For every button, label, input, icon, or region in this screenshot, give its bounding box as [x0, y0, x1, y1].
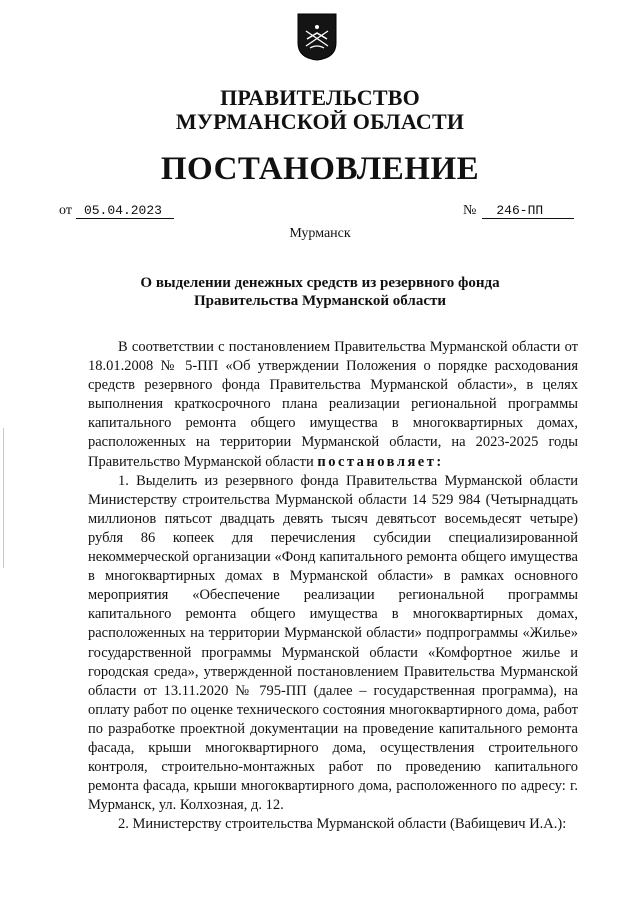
coat-of-arms-icon	[297, 13, 337, 61]
subject-line1: О выделении денежных средств из резервного фонда	[140, 275, 500, 291]
document-subject	[0, 274, 640, 310]
subject-line2: Правительства Мурманской области	[193, 293, 447, 309]
document-date: 05.04.2023	[76, 203, 174, 219]
date-prefix: от	[59, 203, 72, 218]
city-name: Мурманск	[289, 226, 351, 241]
preamble-text: В соответствии с постановлением Правительства Мурманской области от 18.01.2008 № 5-ПП «Об утверждении Положения о порядке расходования средств резервного фонда Правительства Мурманской области», в целях выполнения краткосрочного плана реализации региональной программы капитального ремонта общего имущества в многоквартирных домах, расположенных на территории Мурманской области, на 2023-2025 годы Правительство Мурманской области	[88, 339, 578, 470]
margin-mark	[3, 428, 4, 568]
document-body	[88, 338, 578, 834]
item-2-paragraph: 2. Министерству строительства Мурманской области (Вабищевич И.А.):	[118, 816, 567, 833]
document-number: 246-ПП	[482, 203, 574, 219]
document-type-title: ПОСТАНОВЛЕНИЕ	[160, 151, 480, 187]
resolves-word: постановляет:	[317, 453, 444, 470]
number-block	[463, 203, 574, 219]
date-block	[59, 203, 174, 219]
number-prefix: №	[463, 203, 477, 218]
item-1-paragraph: 1. Выделить из резервного фонда Правительства Мурманской области Министерству строительства Мурманской области 14 529 984 (Четырнадцать миллионов пятьсот двадцать девять тысяч девятьсот восемьдесят четыре) рубля 86 копеек для перечисления субсидии специализированной некоммерческой организации «Фонд капитального ремонта общего имущества в многоквартирных домах в Мурманской области» в рамках основного мероприятия «Обеспечение реализации региональной программы капитального ремонта общего имущества в многоквартирных домах, расположенных на территории Мурманской области» подпрограммы «Жилье» государственной программы Мурманской области «Комфортное жилье и городская среда», утвержденной постановлением Правительства Мурманской области от 13.11.2020 № 795-ПП (далее – государственная программа), на оплату работ по оценке технического состояния многоквартирного дома, работ по разработке проектной документации на проведение капитального ремонта фасада, крыши многоквартирного дома, осуществления строительного контроля, строительно-монтажных работ по проведению капитального ремонта фасада, крыши многоквартирного дома, расположенного по адресу: г. Мурманск, ул. Колхозная, д. 12.	[88, 472, 578, 814]
government-name-line1: ПРАВИТЕЛЬСТВО	[220, 85, 420, 110]
preamble-paragraph	[88, 338, 578, 472]
government-name-line2: МУРМАНСКОЙ ОБЛАСТИ	[175, 109, 465, 134]
